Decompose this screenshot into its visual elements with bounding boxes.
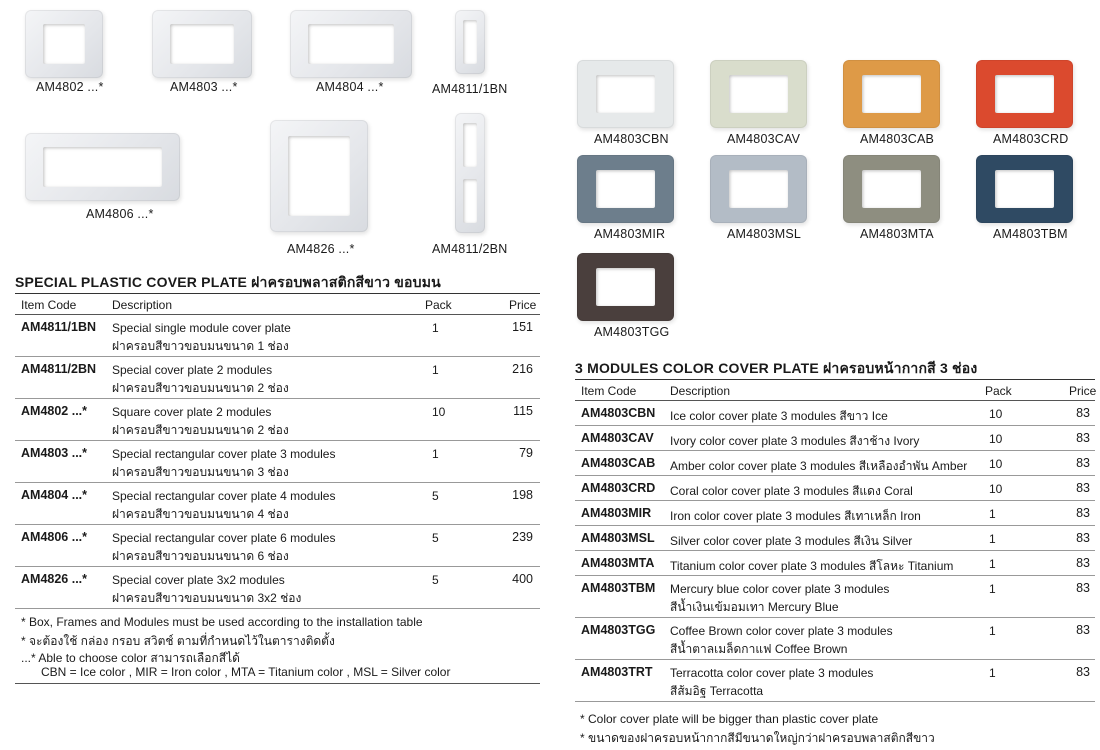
item-code: AM4803MIR bbox=[581, 506, 652, 520]
description-en: Amber color cover plate 3 modules สีเหลืองอำพัน Amber bbox=[670, 459, 968, 473]
description-th: สีส้มอิฐ Terracotta bbox=[670, 684, 764, 698]
product-caption: AM4811/1BN bbox=[432, 82, 508, 96]
color-plate-image bbox=[843, 60, 940, 128]
description-en: Coffee Brown color cover plate 3 modules bbox=[670, 624, 893, 638]
description-en: Special cover plate 3x2 modules bbox=[112, 573, 285, 587]
pack-qty: 10 bbox=[989, 482, 1003, 496]
note-line: * Box, Frames and Modules must be used according to the installation table bbox=[21, 615, 423, 629]
table-row bbox=[575, 401, 1095, 426]
description-en: Special rectangular cover plate 3 modules bbox=[112, 447, 336, 461]
description-th: สีน้ำตาลเมล็ดกาแฟ Coffee Brown bbox=[670, 642, 848, 656]
description-en: Ivory color cover plate 3 modules สีงาช้าง Ivory bbox=[670, 434, 920, 448]
description-en: Special rectangular cover plate 6 modules bbox=[112, 531, 336, 545]
divider bbox=[15, 683, 540, 684]
price-value: 83 bbox=[1076, 623, 1090, 637]
header-price: Price bbox=[1069, 384, 1097, 398]
table-row bbox=[15, 483, 540, 525]
description-en: Mercury blue color cover plate 3 modules bbox=[670, 582, 890, 596]
note-line: CBN = Ice color , MIR = Iron color , MTA = Titanium color , MSL = Silver color bbox=[41, 665, 451, 679]
price-value: 83 bbox=[1076, 556, 1090, 570]
price-value: 115 bbox=[513, 404, 533, 418]
price-value: 83 bbox=[1076, 431, 1090, 445]
color-plate-image bbox=[577, 253, 674, 321]
table-row bbox=[15, 315, 540, 357]
price-value: 83 bbox=[1076, 406, 1090, 420]
color-plate-caption: AM4803TBM bbox=[993, 227, 1068, 241]
item-code: AM4802 ...* bbox=[21, 404, 88, 418]
item-code: AM4803TBM bbox=[581, 581, 656, 595]
product-caption: AM4803 ...* bbox=[170, 80, 238, 94]
price-value: 198 bbox=[512, 488, 533, 502]
color-plate-caption: AM4803CAV bbox=[727, 132, 801, 146]
product-image-am4806 bbox=[25, 133, 180, 201]
header-item-code: Item Code bbox=[581, 384, 637, 398]
pack-qty: 1 bbox=[432, 363, 439, 377]
header-description: Description bbox=[112, 298, 173, 312]
color-plate-caption: AM4803TGG bbox=[594, 325, 670, 339]
description-th: สีน้ำเงินเข้มอมเทา Mercury Blue bbox=[670, 600, 839, 614]
product-caption: AM4811/2BN bbox=[432, 242, 508, 256]
table-row bbox=[15, 399, 540, 441]
note-line: * จะต้องใช้ กล่อง กรอบ สวิตช์ ตามที่กำหนดไว้ในตารางติดตั้ง bbox=[21, 634, 335, 648]
item-code: AM4803TRT bbox=[581, 665, 653, 679]
item-code: AM4803CBN bbox=[581, 406, 656, 420]
table-row bbox=[575, 526, 1095, 551]
product-image-am4811-1bn bbox=[455, 10, 485, 74]
color-plate-image bbox=[710, 155, 807, 223]
note-line: * ขนาดของฝาครอบหน้ากากสีมีขนาดใหญ่กว่าฝาครอบพลาสติกสีขาว bbox=[580, 731, 935, 745]
table-row bbox=[575, 501, 1095, 526]
price-value: 400 bbox=[512, 572, 533, 586]
description-en: Ice color cover plate 3 modules สีขาว Ice bbox=[670, 409, 888, 423]
pack-qty: 1 bbox=[989, 666, 996, 680]
item-code: AM4811/2BN bbox=[21, 362, 97, 376]
description-en: Iron color cover plate 3 modules สีเทาเหล็ก Iron bbox=[670, 509, 921, 523]
note-line: * Color cover plate will be bigger than plastic cover plate bbox=[580, 712, 879, 726]
price-value: 83 bbox=[1076, 531, 1090, 545]
pack-qty: 1 bbox=[989, 582, 996, 596]
table-row bbox=[575, 451, 1095, 476]
header-description: Description bbox=[670, 384, 731, 398]
pack-qty: 10 bbox=[432, 405, 446, 419]
pack-qty: 1 bbox=[989, 624, 996, 638]
plastic-price-table bbox=[15, 293, 540, 613]
description-en: Special single module cover plate bbox=[112, 321, 291, 335]
product-caption: AM4802 ...* bbox=[36, 80, 104, 94]
color-plate-caption: AM4803CBN bbox=[594, 132, 669, 146]
description-en: Terracotta color cover plate 3 modules bbox=[670, 666, 874, 680]
color-plate-image bbox=[843, 155, 940, 223]
note-line: ...* Able to choose color สามารถเลือกสีได้ bbox=[21, 651, 240, 665]
product-image-am4802 bbox=[25, 10, 103, 78]
price-value: 79 bbox=[519, 446, 533, 460]
plastic-section-title: SPECIAL PLASTIC COVER PLATE ฝาครอบพลาสติกสีขาว ขอบมน bbox=[15, 274, 441, 290]
description-en: Special cover plate 2 modules bbox=[112, 363, 273, 377]
description-th: ฝาครอบสีขาวขอบมนขนาด 6 ช่อง bbox=[112, 549, 289, 563]
header-price: Price bbox=[509, 298, 537, 312]
table-row bbox=[575, 660, 1095, 702]
product-caption: AM4804 ...* bbox=[316, 80, 384, 94]
table-row bbox=[15, 357, 540, 399]
table-row bbox=[575, 426, 1095, 451]
product-image-am4803 bbox=[152, 10, 252, 78]
price-value: 83 bbox=[1076, 581, 1090, 595]
table-header bbox=[575, 379, 1095, 401]
color-plate-caption: AM4803MTA bbox=[860, 227, 934, 241]
table-row bbox=[575, 618, 1095, 660]
pack-qty: 10 bbox=[989, 457, 1003, 471]
price-value: 83 bbox=[1076, 456, 1090, 470]
description-th: ฝาครอบสีขาวขอบมนขนาด 3 ช่อง bbox=[112, 465, 289, 479]
header-pack: Pack bbox=[425, 298, 452, 312]
pack-qty: 5 bbox=[432, 489, 439, 503]
color-plate-image bbox=[577, 155, 674, 223]
pack-qty: 1 bbox=[989, 532, 996, 546]
color-section-title: 3 MODULES COLOR COVER PLATE ฝาครอบหน้ากากสี 3 ช่อง bbox=[575, 360, 978, 376]
pack-qty: 1 bbox=[989, 507, 996, 521]
table-row bbox=[575, 476, 1095, 501]
table-header bbox=[15, 293, 540, 315]
price-value: 83 bbox=[1076, 665, 1090, 679]
header-item-code: Item Code bbox=[21, 298, 77, 312]
header-pack: Pack bbox=[985, 384, 1012, 398]
table-row bbox=[15, 441, 540, 483]
description-th: ฝาครอบสีขาวขอบมนขนาด 2 ช่อง bbox=[112, 423, 289, 437]
product-image-am4804 bbox=[290, 10, 412, 78]
product-image-am4826 bbox=[270, 120, 368, 232]
color-plate-image bbox=[710, 60, 807, 128]
pack-qty: 10 bbox=[989, 407, 1003, 421]
item-code: AM4803CAV bbox=[581, 431, 654, 445]
price-value: 83 bbox=[1076, 506, 1090, 520]
pack-qty: 1 bbox=[432, 321, 439, 335]
item-code: AM4804 ...* bbox=[21, 488, 88, 502]
item-code: AM4803CAB bbox=[581, 456, 656, 470]
item-code: AM4803TGG bbox=[581, 623, 656, 637]
price-value: 216 bbox=[512, 362, 533, 376]
table-row bbox=[575, 551, 1095, 576]
price-value: 83 bbox=[1076, 481, 1090, 495]
pack-qty: 5 bbox=[432, 531, 439, 545]
description-en: Coral color cover plate 3 modules สีแดง Coral bbox=[670, 484, 913, 498]
product-image-am4811-2bn bbox=[455, 113, 485, 233]
table-row bbox=[575, 576, 1095, 618]
item-code: AM4803MTA bbox=[581, 556, 655, 570]
description-th: ฝาครอบสีขาวขอบมนขนาด 4 ช่อง bbox=[112, 507, 289, 521]
color-plate-caption: AM4803CAB bbox=[860, 132, 935, 146]
item-code: AM4803 ...* bbox=[21, 446, 88, 460]
product-caption: AM4806 ...* bbox=[86, 207, 154, 221]
pack-qty: 1 bbox=[989, 557, 996, 571]
color-price-table bbox=[575, 379, 1095, 705]
pack-qty: 5 bbox=[432, 573, 439, 587]
item-code: AM4806 ...* bbox=[21, 530, 88, 544]
table-row bbox=[15, 567, 540, 609]
description-en: Special rectangular cover plate 4 modules bbox=[112, 489, 336, 503]
item-code: AM4826 ...* bbox=[21, 572, 88, 586]
description-th: ฝาครอบสีขาวขอบมนขนาด 1 ช่อง bbox=[112, 339, 289, 353]
item-code: AM4811/1BN bbox=[21, 320, 97, 334]
description-th: ฝาครอบสีขาวขอบมนขนาด 2 ช่อง bbox=[112, 381, 289, 395]
price-value: 151 bbox=[512, 320, 533, 334]
item-code: AM4803CRD bbox=[581, 481, 656, 495]
color-plate-caption: AM4803MSL bbox=[727, 227, 802, 241]
color-plate-image bbox=[976, 60, 1073, 128]
description-en: Silver color cover plate 3 modules สีเงิน Silver bbox=[670, 534, 913, 548]
item-code: AM4803MSL bbox=[581, 531, 655, 545]
pack-qty: 1 bbox=[432, 447, 439, 461]
color-plate-image bbox=[976, 155, 1073, 223]
color-plate-image bbox=[577, 60, 674, 128]
description-en: Square cover plate 2 modules bbox=[112, 405, 272, 419]
description-th: ฝาครอบสีขาวขอบมนขนาด 3x2 ช่อง bbox=[112, 591, 302, 605]
color-plate-caption: AM4803CRD bbox=[993, 132, 1069, 146]
price-value: 239 bbox=[512, 530, 533, 544]
table-row bbox=[15, 525, 540, 567]
description-en: Titanium color cover plate 3 modules สีโลหะ Titanium bbox=[670, 559, 954, 573]
color-plate-caption: AM4803MIR bbox=[594, 227, 666, 241]
product-caption: AM4826 ...* bbox=[287, 242, 355, 256]
pack-qty: 10 bbox=[989, 432, 1003, 446]
